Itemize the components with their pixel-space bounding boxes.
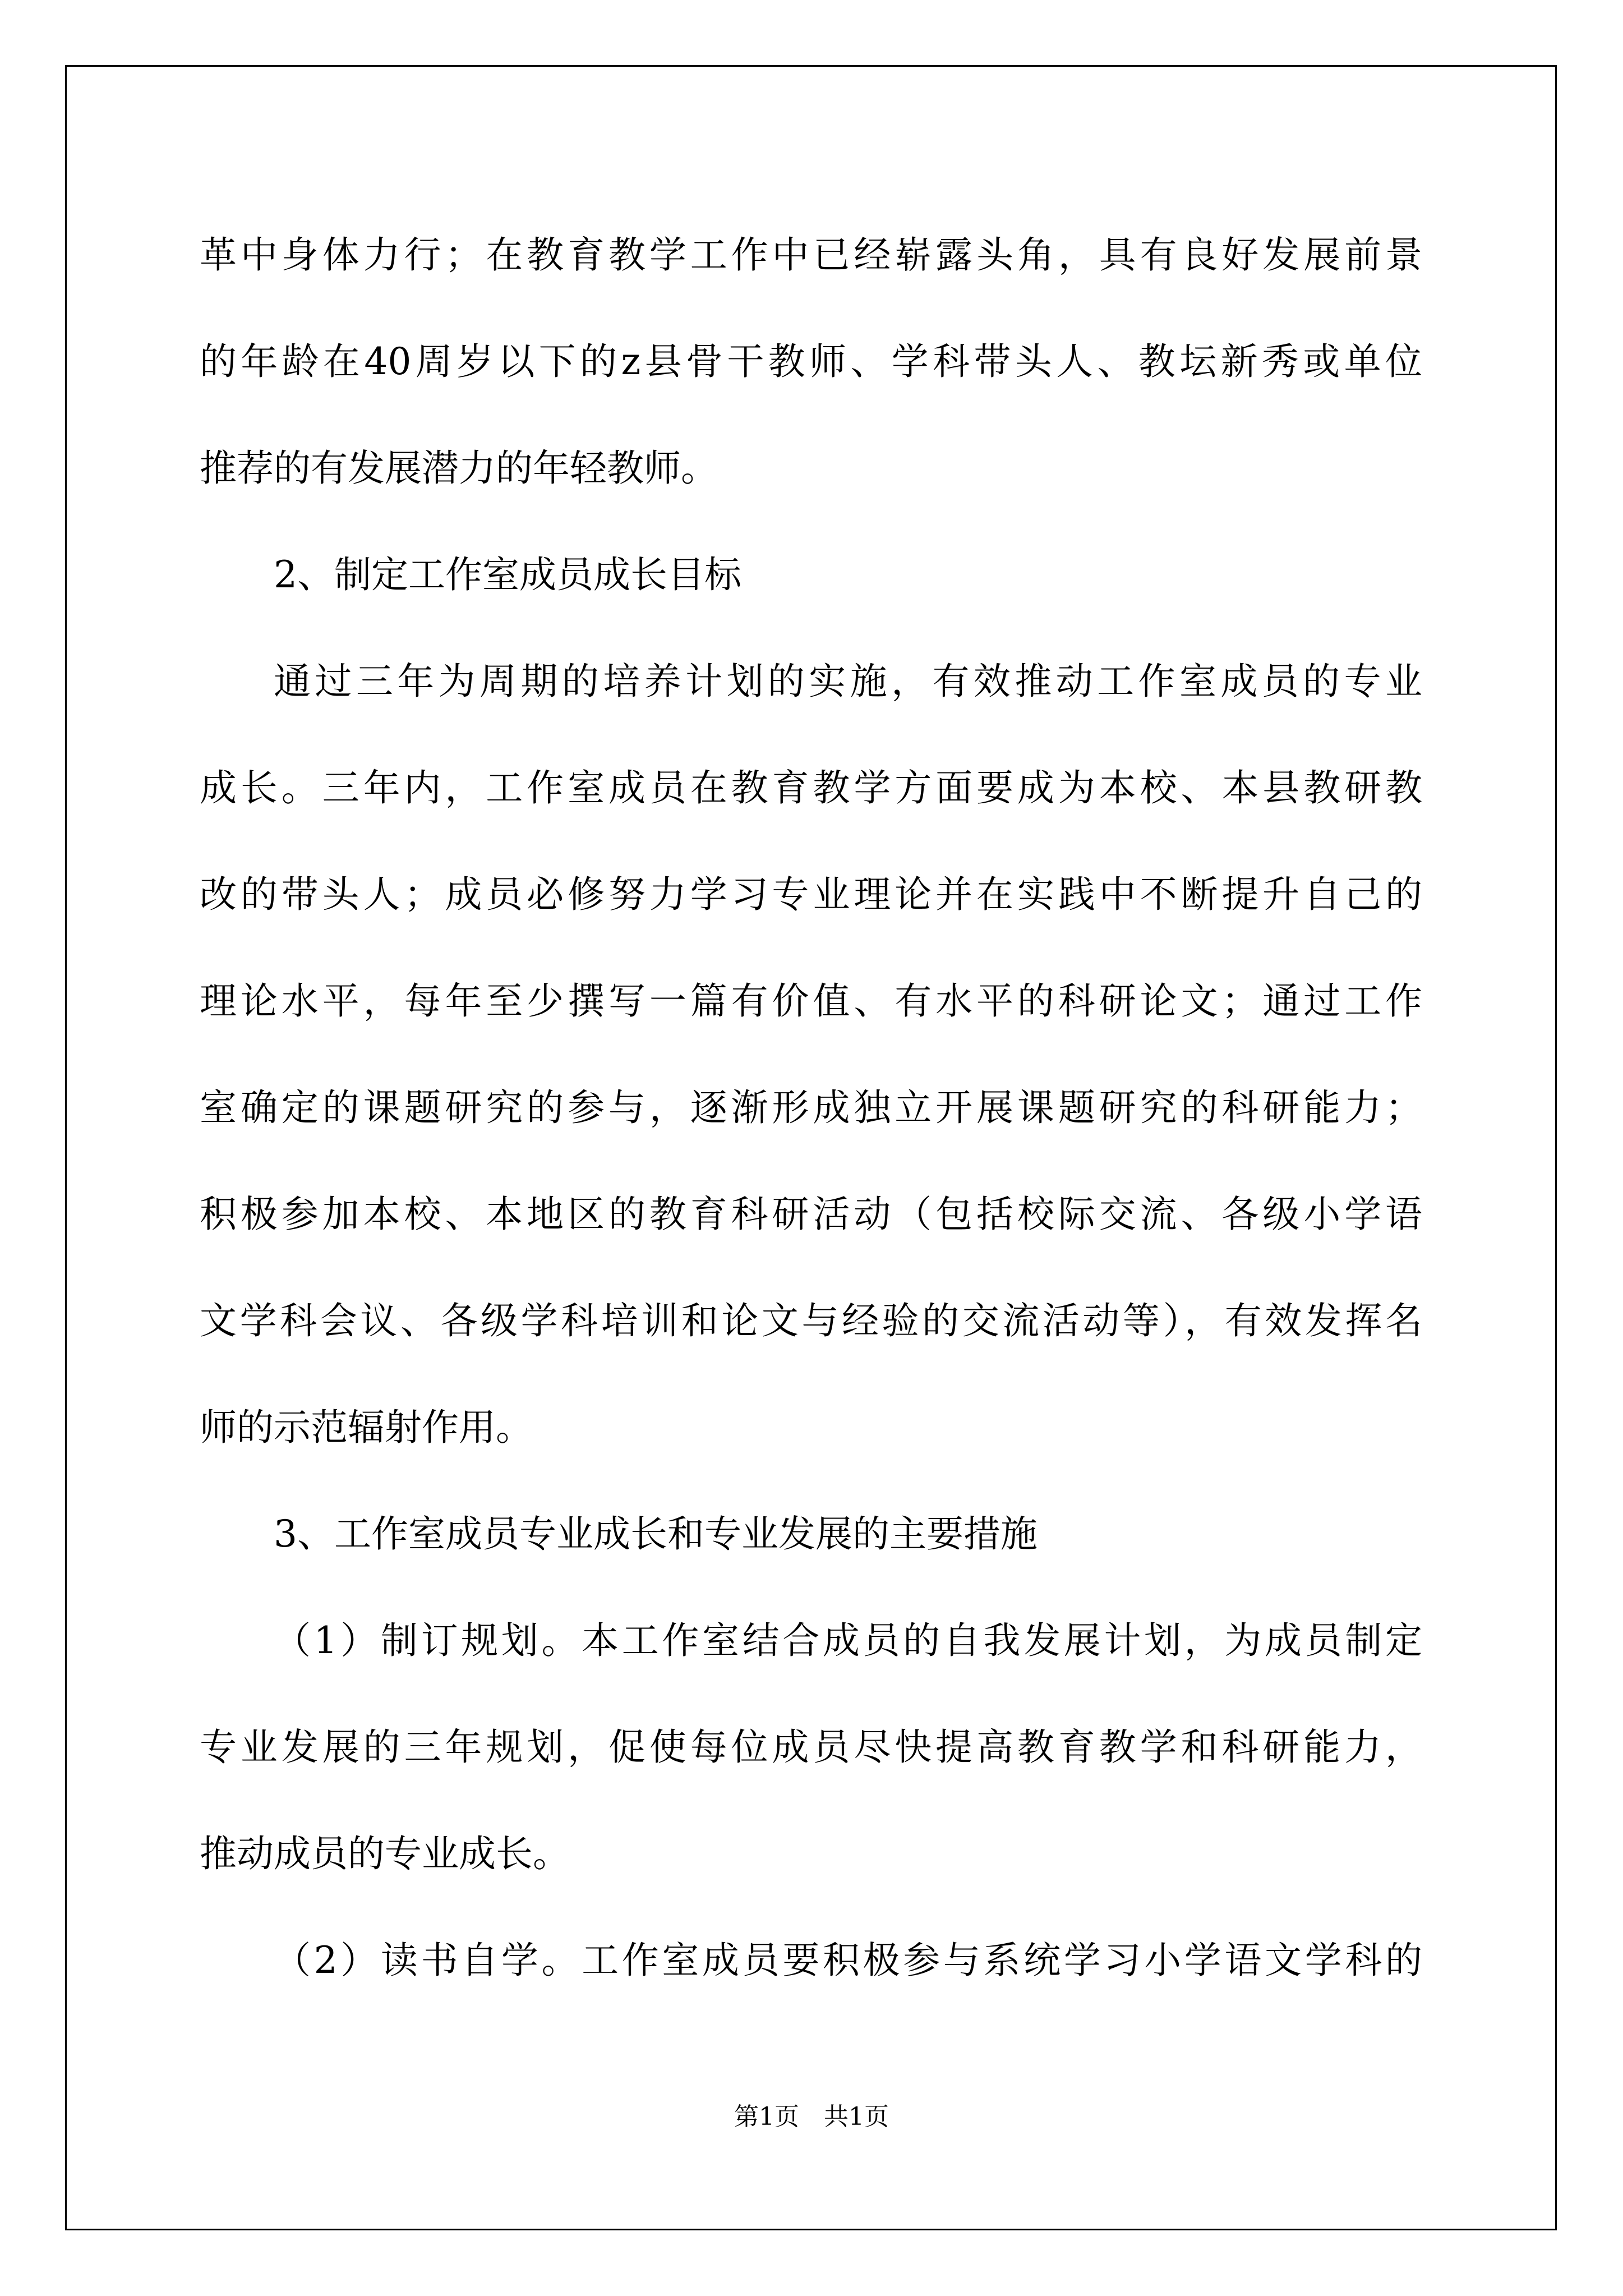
page-number: 第1页: [734, 2102, 799, 2131]
text-line: 2、制定工作室成员成长目标: [274, 553, 741, 596]
text-line: 的年龄在40周岁以下的z县骨干教师、学科带头人、教坛新秀或单位: [200, 340, 1422, 383]
page-footer: [0, 2100, 1623, 2134]
text-line: （2）读书自学。工作室成员要积极参与系统学习小学语文学科的: [274, 1939, 1422, 1982]
text-line: 理论水平，每年至少撰写一篇有价值、有水平的科研论文；通过工作: [200, 979, 1422, 1023]
text-line: 通过三年为周期的培养计划的实施，有效推动工作室成员的专业: [274, 660, 1422, 703]
text-line: 推荐的有发展潜力的年轻教师。: [200, 447, 718, 490]
text-line: 3、工作室成员专业成长和专业发展的主要措施: [274, 1512, 1038, 1556]
text-line: 室确定的课题研究的参与，逐渐形成独立开展课题研究的科研能力；: [200, 1086, 1422, 1129]
text-line: 文学科会议、各级学科培训和论文与经验的交流活动等），有效发挥名: [200, 1299, 1422, 1342]
text-line: 成长。三年内，工作室成员在教育教学方面要成为本校、本县教研教: [200, 766, 1422, 809]
text-line: 积极参加本校、本地区的教育科研活动（包括校际交流、各级小学语: [200, 1193, 1422, 1236]
text-line: 专业发展的三年规划，促使每位成员尽快提高教育教学和科研能力，: [200, 1726, 1422, 1769]
page-total: 共1页: [824, 2102, 889, 2131]
text-line: （1）制订规划。本工作室结合成员的自我发展计划，为成员制定: [274, 1619, 1422, 1662]
text-line: 改的带头人；成员必修努力学习专业理论并在实践中不断提升自己的: [200, 873, 1422, 916]
document-body: [200, 202, 1422, 2014]
text-line: 革中身体力行；在教育教学工作中已经崭露头角，具有良好发展前景: [200, 233, 1422, 277]
text-line: 推动成员的专业成长。: [200, 1832, 570, 1875]
text-line: 师的示范辐射作用。: [200, 1406, 533, 1449]
